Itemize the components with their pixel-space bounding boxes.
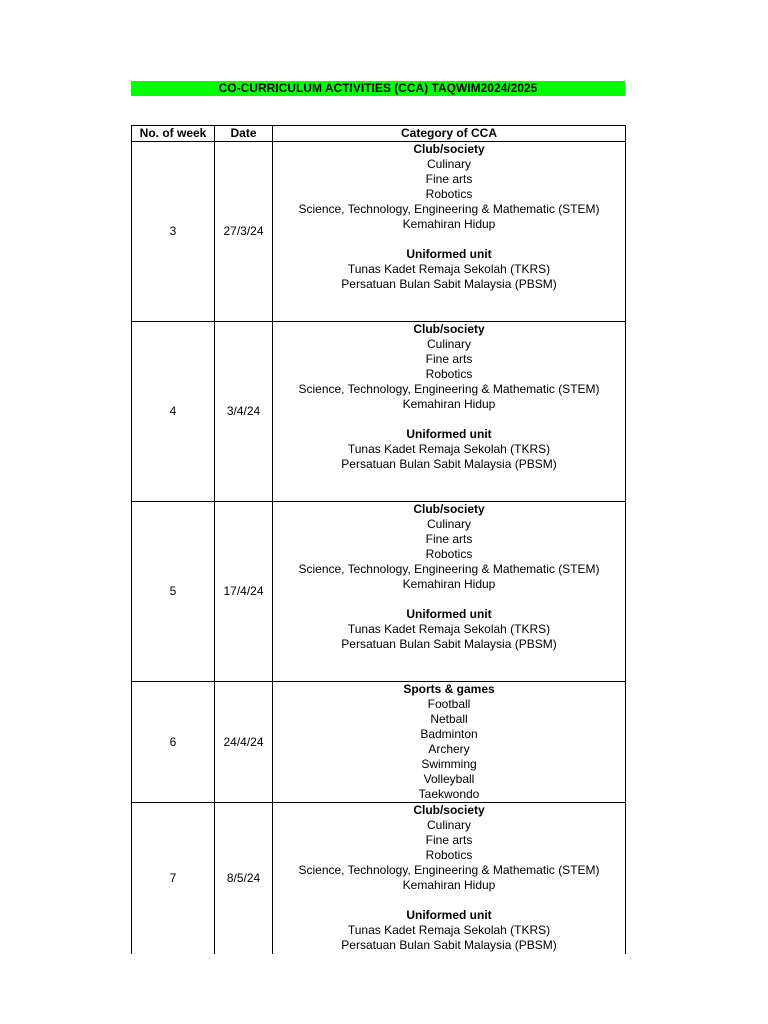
activity-item: Culinary [426,337,471,351]
section-spacer [273,232,625,247]
section-heading: Uniformed unit [406,247,492,261]
section-heading: Club/society [413,803,485,817]
activity-item: Fine arts [425,172,473,186]
activity-item: Culinary [426,157,471,171]
column-header-category: Category of CCA [273,126,626,142]
activity-item: Tunas Kadet Remaja Sekolah (TKRS) [347,442,551,456]
section-heading: Club/society [413,502,485,516]
activity-item: Science, Technology, Engineering & Mathematic (STEM) [298,382,600,396]
section-heading: Sports & games [403,682,495,696]
activity-item: Robotics [425,367,473,381]
activity-item: Culinary [426,517,471,531]
week-cell: 4 [132,322,215,502]
activity-item: Kemahiran Hidup [402,577,496,591]
section-heading: Uniformed unit [406,908,492,922]
activity-item: Fine arts [425,352,473,366]
category-cell [273,502,626,682]
activity-item: Robotics [425,547,473,561]
category-cell [273,682,626,803]
activity-item: Kemahiran Hidup [402,878,496,892]
table-header-row [132,126,626,142]
activity-item: Robotics [425,187,473,201]
column-header-week: No. of week [132,126,215,142]
category-cell [273,142,626,322]
week-cell: 6 [132,682,215,803]
date-cell: 27/3/24 [215,142,273,322]
activity-item: Volleyball [423,772,475,786]
table-row [132,142,626,322]
activity-item: Tunas Kadet Remaja Sekolah (TKRS) [347,262,551,276]
activity-item: Robotics [425,848,473,862]
activity-item: Swimming [421,757,477,771]
section-spacer [273,592,625,607]
activity-item: Fine arts [425,833,473,847]
table-row [132,803,626,955]
date-cell: 17/4/24 [215,502,273,682]
activity-item: Science, Technology, Engineering & Mathematic (STEM) [298,863,600,877]
activity-item: Taekwondo [418,787,480,801]
activity-item: Tunas Kadet Remaja Sekolah (TKRS) [347,923,551,937]
activity-item: Football [427,697,471,711]
activity-item: Persatuan Bulan Sabit Malaysia (PBSM) [341,637,557,651]
table-row [132,322,626,502]
activity-item: Persatuan Bulan Sabit Malaysia (PBSM) [341,938,557,952]
week-cell: 7 [132,803,215,955]
activity-item: Fine arts [425,532,473,546]
date-cell: 8/5/24 [215,803,273,955]
category-cell [273,322,626,502]
activity-item: Science, Technology, Engineering & Mathematic (STEM) [298,562,600,576]
activity-item: Culinary [426,818,471,832]
category-cell [273,803,626,955]
week-cell: 5 [132,502,215,682]
section-heading: Club/society [413,322,485,336]
section-spacer [273,893,625,908]
table-row [132,682,626,803]
column-header-date: Date [215,126,273,142]
activity-item: Science, Technology, Engineering & Mathematic (STEM) [298,202,600,216]
date-cell: 3/4/24 [215,322,273,502]
activity-item: Tunas Kadet Remaja Sekolah (TKRS) [347,622,551,636]
activity-item: Netball [430,712,468,726]
activity-item: Badminton [420,727,478,741]
activity-item: Persatuan Bulan Sabit Malaysia (PBSM) [341,277,557,291]
section-heading: Uniformed unit [406,427,492,441]
section-heading: Uniformed unit [406,607,492,621]
activity-item: Persatuan Bulan Sabit Malaysia (PBSM) [341,457,557,471]
date-cell: 24/4/24 [215,682,273,803]
activity-item: Archery [428,742,470,756]
document-title: CO-CURRICULUM ACTIVITIES (CCA) TAQWIM2024/2025 [131,81,625,96]
table-row [132,502,626,682]
cca-schedule-table [131,125,626,954]
section-heading: Club/society [413,142,485,156]
week-cell: 3 [132,142,215,322]
section-spacer [273,412,625,427]
activity-item: Kemahiran Hidup [402,397,496,411]
activity-item: Kemahiran Hidup [402,217,496,231]
